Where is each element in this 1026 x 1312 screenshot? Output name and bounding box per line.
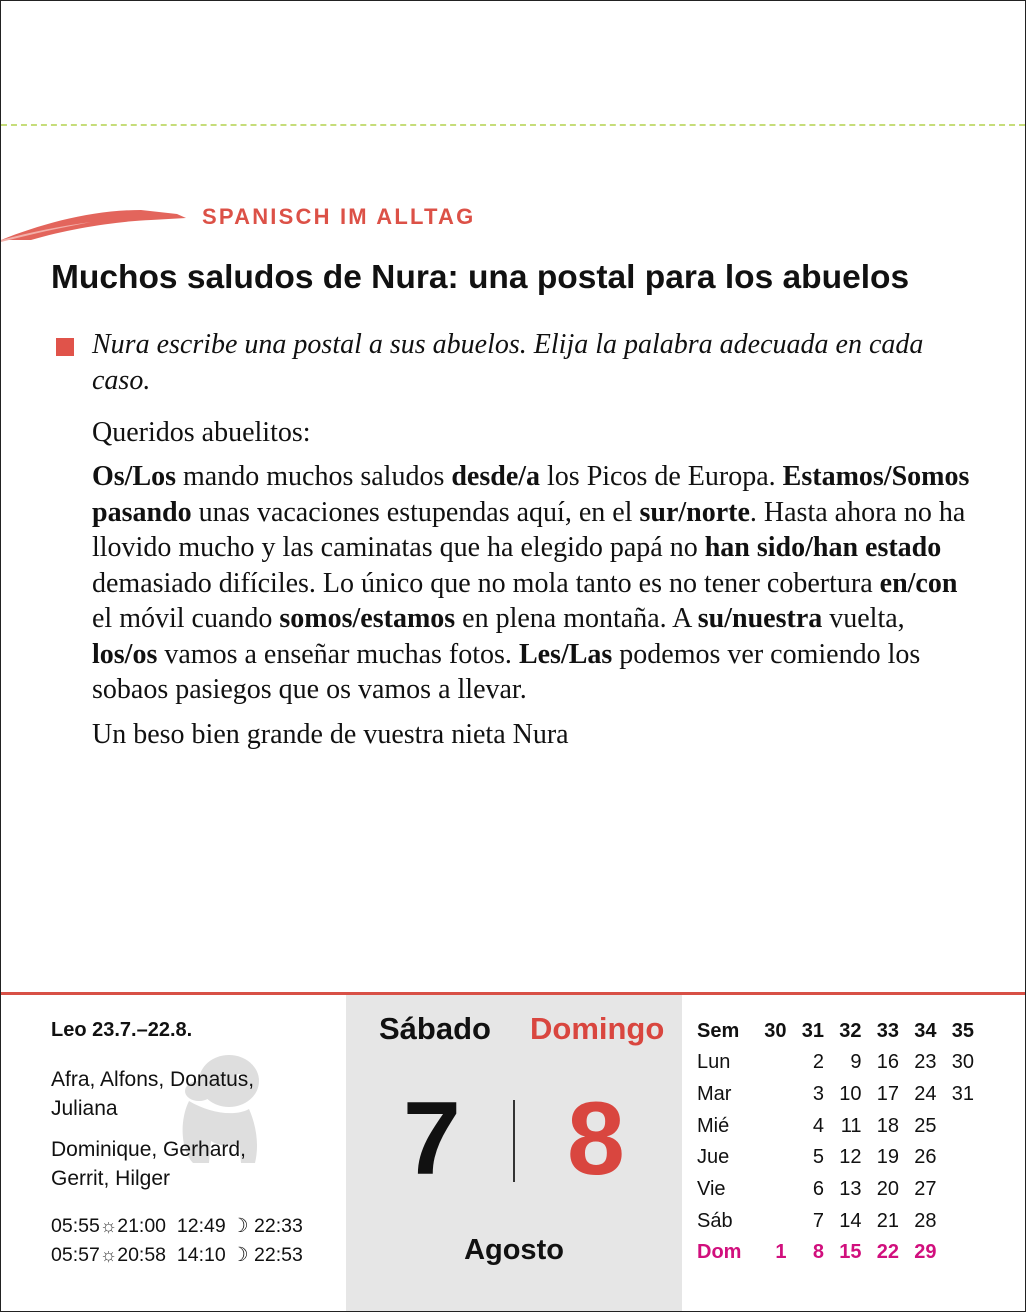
- calendar-day: 4: [812, 1114, 824, 1137]
- sun-moon-times-sunday: 05:57☼20:58 14:10 ☽ 22:53: [51, 1244, 303, 1266]
- moon-icon: ☽: [231, 1244, 249, 1266]
- calendar-day: 21: [876, 1209, 899, 1232]
- exercise-instruction: Nura escribe una postal a sus abuelos. Elija la palabra adecuada en cada caso.: [92, 329, 924, 396]
- name-days-sunday: Dominique, Gerhard, Gerrit, Hilger: [51, 1138, 246, 1190]
- calendar-day: 11: [840, 1114, 862, 1137]
- calendar-day: [749, 1079, 787, 1111]
- calendar-day: [937, 1142, 975, 1174]
- word-choice: Estamos/Somos pasando: [92, 461, 970, 528]
- date-separator: [513, 1100, 515, 1182]
- calendar-day: 8: [812, 1241, 824, 1264]
- sun-icon: ☼: [99, 1245, 118, 1266]
- brush-swoosh-icon: [1, 204, 186, 244]
- calendar-day: [749, 1110, 787, 1142]
- word-choice: desde/a: [451, 461, 541, 492]
- calendar-day: 2: [812, 1051, 824, 1074]
- word-choice: en/con: [879, 567, 958, 599]
- calendar-day: [937, 1174, 975, 1206]
- calendar-day: [937, 1237, 975, 1269]
- calendar-day: 19: [876, 1146, 899, 1169]
- calendar-day: 24: [914, 1083, 937, 1106]
- letter-text: vamos a enseñar muchas fotos.: [157, 638, 519, 670]
- calendar-week-number: 34: [914, 1019, 937, 1042]
- calendar-day: 10: [839, 1083, 862, 1106]
- weekday-sunday: Domingo: [530, 1011, 665, 1046]
- calendar-week-number: 33: [876, 1019, 899, 1042]
- word-choice: sur/​norte: [639, 496, 750, 528]
- letter-text: vuelta,: [822, 603, 905, 634]
- word-choice: han sido/han estado: [704, 532, 942, 563]
- word-choice: Les/Las: [518, 638, 613, 670]
- calendar-day: 5: [812, 1146, 824, 1169]
- calendar-day: [749, 1142, 787, 1174]
- calendar-day: 31: [951, 1083, 974, 1106]
- month-name: Agosto: [464, 1234, 564, 1266]
- calendar-day: 27: [914, 1178, 937, 1201]
- calendar-row: [697, 1110, 974, 1142]
- weekday-saturday: Sábado: [379, 1011, 491, 1046]
- word-choice: somos/estamos: [279, 603, 456, 634]
- sun-moon-times-saturday: 05:55☼21:00 12:49 ☽ 22:33: [51, 1215, 303, 1237]
- calendar-day: [749, 1205, 787, 1237]
- letter-text: los Picos de Europa.: [540, 461, 783, 492]
- calendar-day: 17: [876, 1083, 899, 1106]
- letter-greeting: Queridos abuelitos:: [92, 417, 311, 448]
- calendar-day: 22: [876, 1241, 899, 1264]
- word-choice: los/os: [92, 638, 158, 670]
- moon-icon: ☽: [231, 1215, 249, 1237]
- date-number-saturday: 7: [403, 1081, 461, 1197]
- letter-text: unas vacaciones estupendas aquí, en el: [191, 496, 640, 528]
- calendar-day: 15: [839, 1241, 862, 1264]
- calendar-row: [697, 1237, 974, 1269]
- calendar-week-number: 35: [951, 1019, 974, 1042]
- calendar-day-label: Lun: [697, 1051, 731, 1074]
- calendar-day: 20: [876, 1178, 899, 1201]
- calendar-week-label: Sem: [697, 1019, 740, 1042]
- calendar-day: [937, 1110, 975, 1142]
- letter-body: [92, 459, 972, 708]
- calendar-week-number: 31: [801, 1019, 824, 1042]
- calendar-day-label: Mié: [697, 1114, 730, 1137]
- word-choice: Os/Los: [92, 461, 177, 492]
- calendar-day: 14: [839, 1209, 862, 1232]
- calendar-day-label: Vie: [697, 1178, 726, 1201]
- calendar-day: 9: [850, 1051, 862, 1074]
- calendar-day: 7: [812, 1209, 824, 1232]
- letter-text: . Hasta ahora no ha llovido mucho y las caminatas que ha elegido papá no: [92, 496, 966, 563]
- calendar-day: [749, 1174, 787, 1206]
- perforation-line: [1, 124, 1025, 126]
- calendar-row: [697, 1079, 974, 1111]
- calendar-day: 25: [914, 1114, 937, 1137]
- calendar-row: [697, 1047, 974, 1079]
- calendar-day: 26: [914, 1146, 937, 1169]
- calendar-day: 12: [839, 1146, 862, 1169]
- word-choice: su/nuestra: [697, 603, 823, 634]
- calendar-day-label: Sáb: [697, 1209, 733, 1232]
- calendar-week-number: 32: [839, 1019, 862, 1042]
- letter-text: demasiado difíciles. Lo único que no mola tanto es no tener cobertura: [92, 567, 880, 599]
- calendar-day: 16: [876, 1051, 899, 1074]
- exercise-marker: [56, 338, 74, 356]
- calendar-day-label: Mar: [697, 1083, 732, 1106]
- zodiac-sign: Leo 23.7.–22.8.: [51, 1019, 193, 1041]
- calendar-day-label: Jue: [697, 1146, 730, 1169]
- date-number-sunday: 8: [567, 1081, 625, 1197]
- calendar-week-number: 30: [764, 1019, 787, 1042]
- name-days-saturday: Afra, Alfons, Donatus, Juliana: [51, 1068, 255, 1120]
- calendar-day: [749, 1047, 787, 1079]
- calendar-day: 3: [812, 1083, 824, 1106]
- calendar-day: 18: [876, 1114, 899, 1137]
- letter-text: podemos ver comiendo los sobaos pasiegos que os vamos a llevar.: [92, 638, 921, 705]
- calendar-row: [697, 1174, 974, 1206]
- letter-closing: Un beso bien grande de vuestra nieta Nura: [92, 718, 569, 750]
- calendar-day: 23: [914, 1051, 937, 1074]
- calendar-day: [937, 1205, 975, 1237]
- postcard-text: [92, 415, 972, 753]
- calendar-day: 1: [775, 1241, 787, 1264]
- month-calendar: [697, 1015, 974, 1269]
- sun-icon: ☼: [99, 1216, 118, 1237]
- section-label: SPANISCH IM ALLTAG: [202, 204, 476, 229]
- letter-text: en plena montaña. A: [455, 603, 698, 634]
- page-title: Muchos saludos de Nura: una postal para los abuelos: [51, 259, 910, 296]
- letter-text: mando muchos saludos: [176, 461, 452, 492]
- calendar-day: 28: [914, 1209, 937, 1232]
- calendar-day: 13: [839, 1178, 862, 1201]
- calendar-day: 30: [951, 1051, 974, 1074]
- calendar-day-label: Dom: [697, 1241, 742, 1264]
- letter-text: el móvil cuando: [92, 603, 280, 634]
- calendar-row: [697, 1205, 974, 1237]
- calendar-day: 29: [914, 1241, 937, 1264]
- calendar-row: [697, 1142, 974, 1174]
- calendar-day: 6: [812, 1178, 824, 1201]
